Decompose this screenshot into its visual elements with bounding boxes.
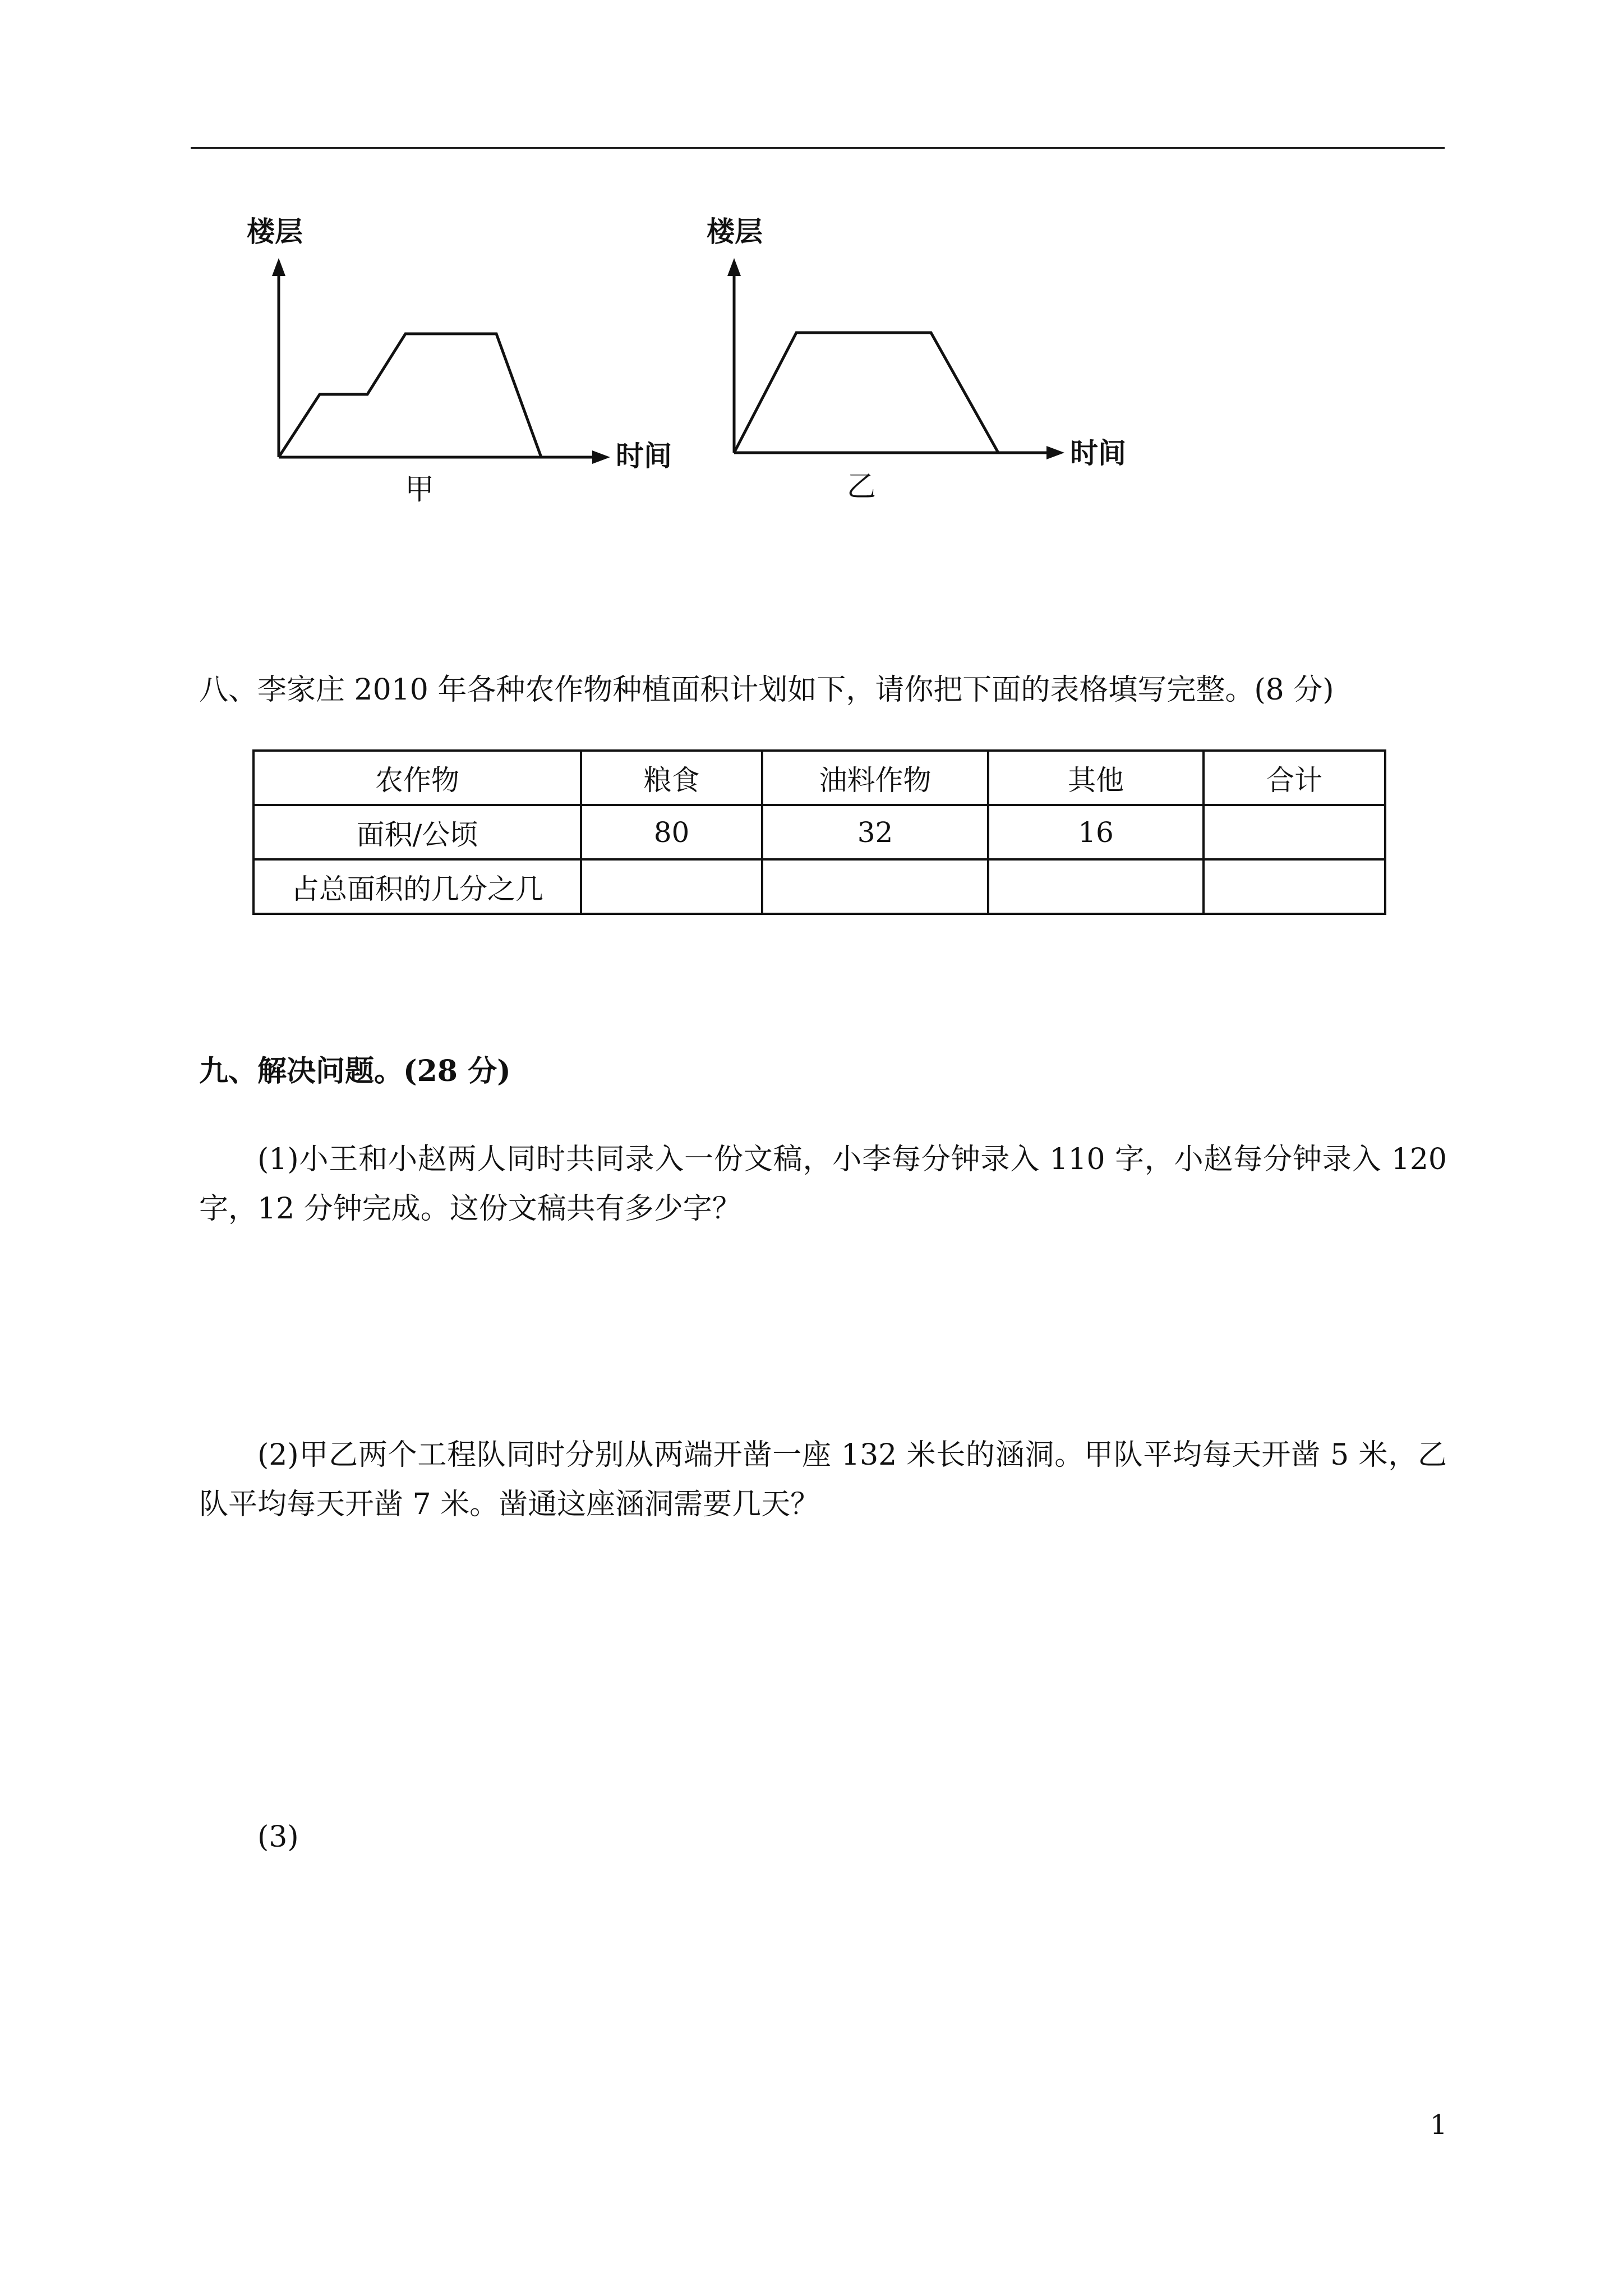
table-cell: 面积/公顷 xyxy=(253,805,581,859)
section9-heading: 九、解决问题。(28 分) xyxy=(199,1054,511,1088)
table-cell-blank[interactable] xyxy=(988,859,1204,914)
graph-jia xyxy=(224,208,684,522)
table-cell: 16 xyxy=(988,805,1204,859)
table-cell: 80 xyxy=(581,805,762,859)
table-header-cell: 合计 xyxy=(1204,751,1385,805)
graph-jia-x-label: 时间 xyxy=(616,440,672,472)
graph-jia-y-label: 楼层 xyxy=(247,215,303,248)
page-number: 1 xyxy=(1430,2109,1447,2141)
problem-3-label: (3) xyxy=(257,1820,299,1854)
table-cell-blank[interactable] xyxy=(1204,859,1385,914)
problem-2: (2)甲乙两个工程队同时分别从两端开凿一座 132 米长的涵洞。甲队平均每天开凿 5 米，乙队平均每天开凿 7 米。凿通这座涵洞需要几天？ xyxy=(199,1438,1447,1521)
table-header-row xyxy=(253,751,1385,805)
table-cell-blank[interactable] xyxy=(762,859,988,914)
table-row xyxy=(253,859,1385,914)
header-rule xyxy=(191,147,1445,149)
table-header-cell: 农作物 xyxy=(253,751,581,805)
graph-yi-caption: 乙 xyxy=(847,470,877,504)
table-cell-blank[interactable] xyxy=(1204,805,1385,859)
table-row xyxy=(253,805,1385,859)
table-cell: 占总面积的几分之几 xyxy=(253,859,581,914)
graph-yi-y-label: 楼层 xyxy=(707,215,763,248)
section8-heading: 八、李家庄 2010 年各种农作物种植面积计划如下，请你把下面的表格填写完整。(8 分) xyxy=(199,673,1334,707)
graph-jia-curve xyxy=(279,334,541,457)
table-header-cell: 其他 xyxy=(988,751,1204,805)
crop-area-table xyxy=(252,749,1386,915)
graph-yi-curve xyxy=(734,333,998,453)
table-cell: 32 xyxy=(762,805,988,859)
table-cell-blank[interactable] xyxy=(581,859,762,914)
table-header-cell: 粮食 xyxy=(581,751,762,805)
graph-yi-x-label: 时间 xyxy=(1070,437,1126,470)
problem-1: (1)小王和小赵两人同时共同录入一份文稿，小李每分钟录入 110 字，小赵每分钟录入 120 字，12 分钟完成。这份文稿共有多少字？ xyxy=(199,1143,1447,1226)
table-header-cell: 油料作物 xyxy=(762,751,988,805)
graph-yi xyxy=(679,208,1138,522)
graph-jia-caption: 甲 xyxy=(405,473,435,507)
